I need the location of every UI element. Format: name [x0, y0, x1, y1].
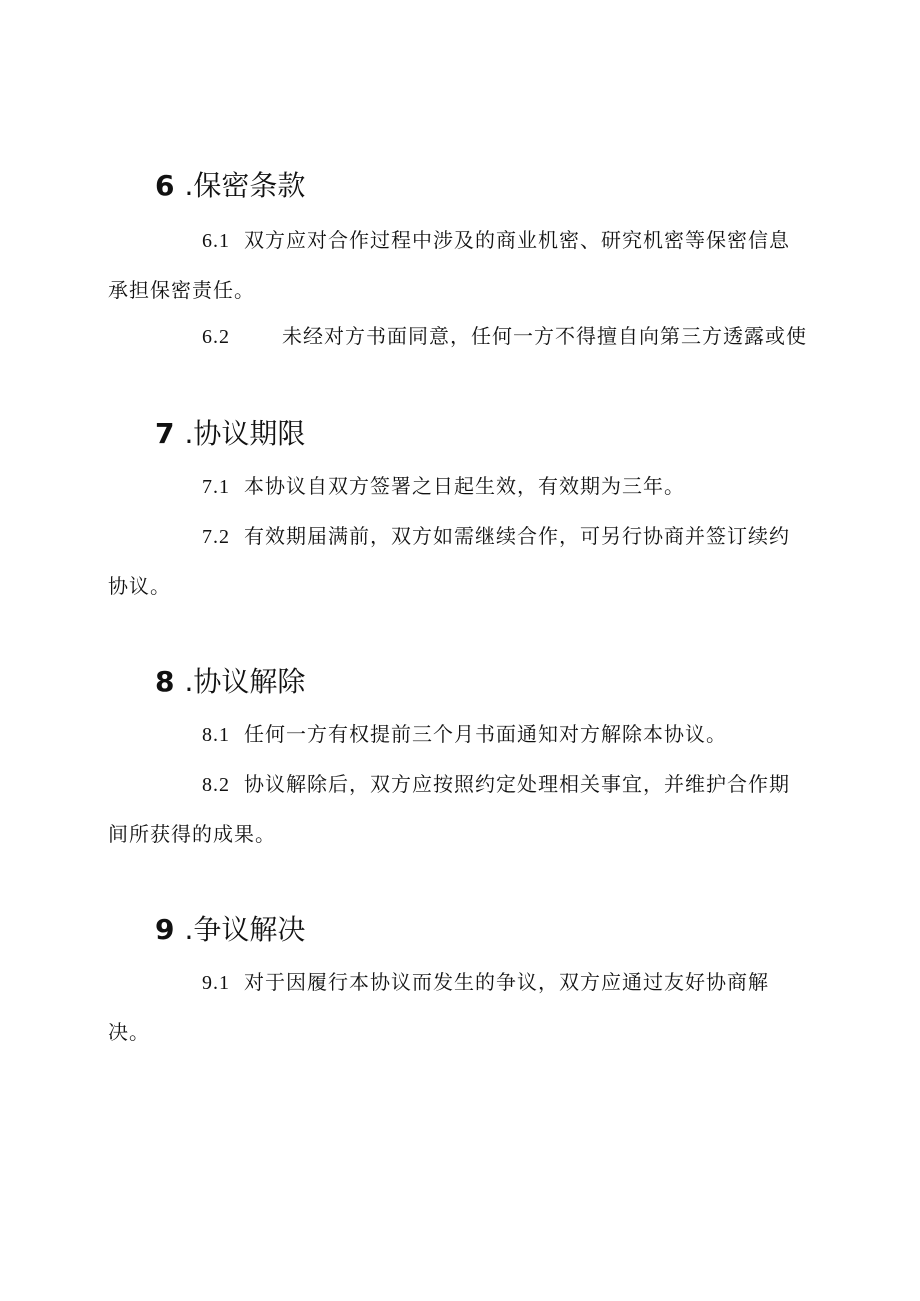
clause-number: 7.2: [202, 526, 230, 548]
clause-text: 本协议自双方签署之日起生效，有效期为三年。: [244, 474, 685, 498]
clause-9-1: [108, 958, 808, 1057]
section-8-heading: [155, 664, 305, 700]
section-number: 7: [155, 417, 175, 450]
clause-number: 6.1: [202, 230, 230, 252]
clause-number: 6.2: [202, 326, 230, 348]
clause-text: 协议解除后，双方应按照约定处理相关事宜，并维护合作期间所获得的成果。: [108, 772, 790, 846]
clause-7-1: [108, 462, 808, 512]
section-title: .保密条款: [184, 169, 306, 202]
clause-text: 双方应对合作过程中涉及的商业机密、研究机密等保密信息承担保密责任。: [108, 228, 790, 302]
clause-text: 对于因履行本协议而发生的争议，双方应通过友好协商解决。: [108, 970, 769, 1044]
clause-number: 8.2: [202, 774, 230, 796]
section-number: 6: [155, 169, 175, 202]
clause-text: 有效期届满前，双方如需继续合作，可另行协商并签订续约协议。: [108, 524, 790, 598]
section-title: .争议解决: [184, 913, 306, 946]
clause-6-2: [108, 312, 808, 362]
clause-text: 未经对方书面同意，任何一方不得擅自向第三方透露或使: [282, 324, 807, 348]
section-number: 8: [155, 665, 175, 698]
clause-number: 7.1: [202, 476, 230, 498]
section-title: .协议解除: [184, 665, 306, 698]
clause-number: 9.1: [202, 972, 230, 994]
clause-number: 8.1: [202, 724, 230, 746]
clause-6-1: [108, 216, 808, 315]
clause-text: 任何一方有权提前三个月书面通知对方解除本协议。: [244, 722, 727, 746]
section-number: 9: [155, 913, 175, 946]
section-7-heading: [155, 416, 305, 452]
section-6-heading: [155, 168, 305, 204]
section-9-heading: [155, 912, 305, 948]
clause-8-2: [108, 760, 808, 859]
clause-8-1: [108, 710, 808, 760]
section-title: .协议期限: [184, 417, 306, 450]
clause-7-2: [108, 512, 808, 611]
